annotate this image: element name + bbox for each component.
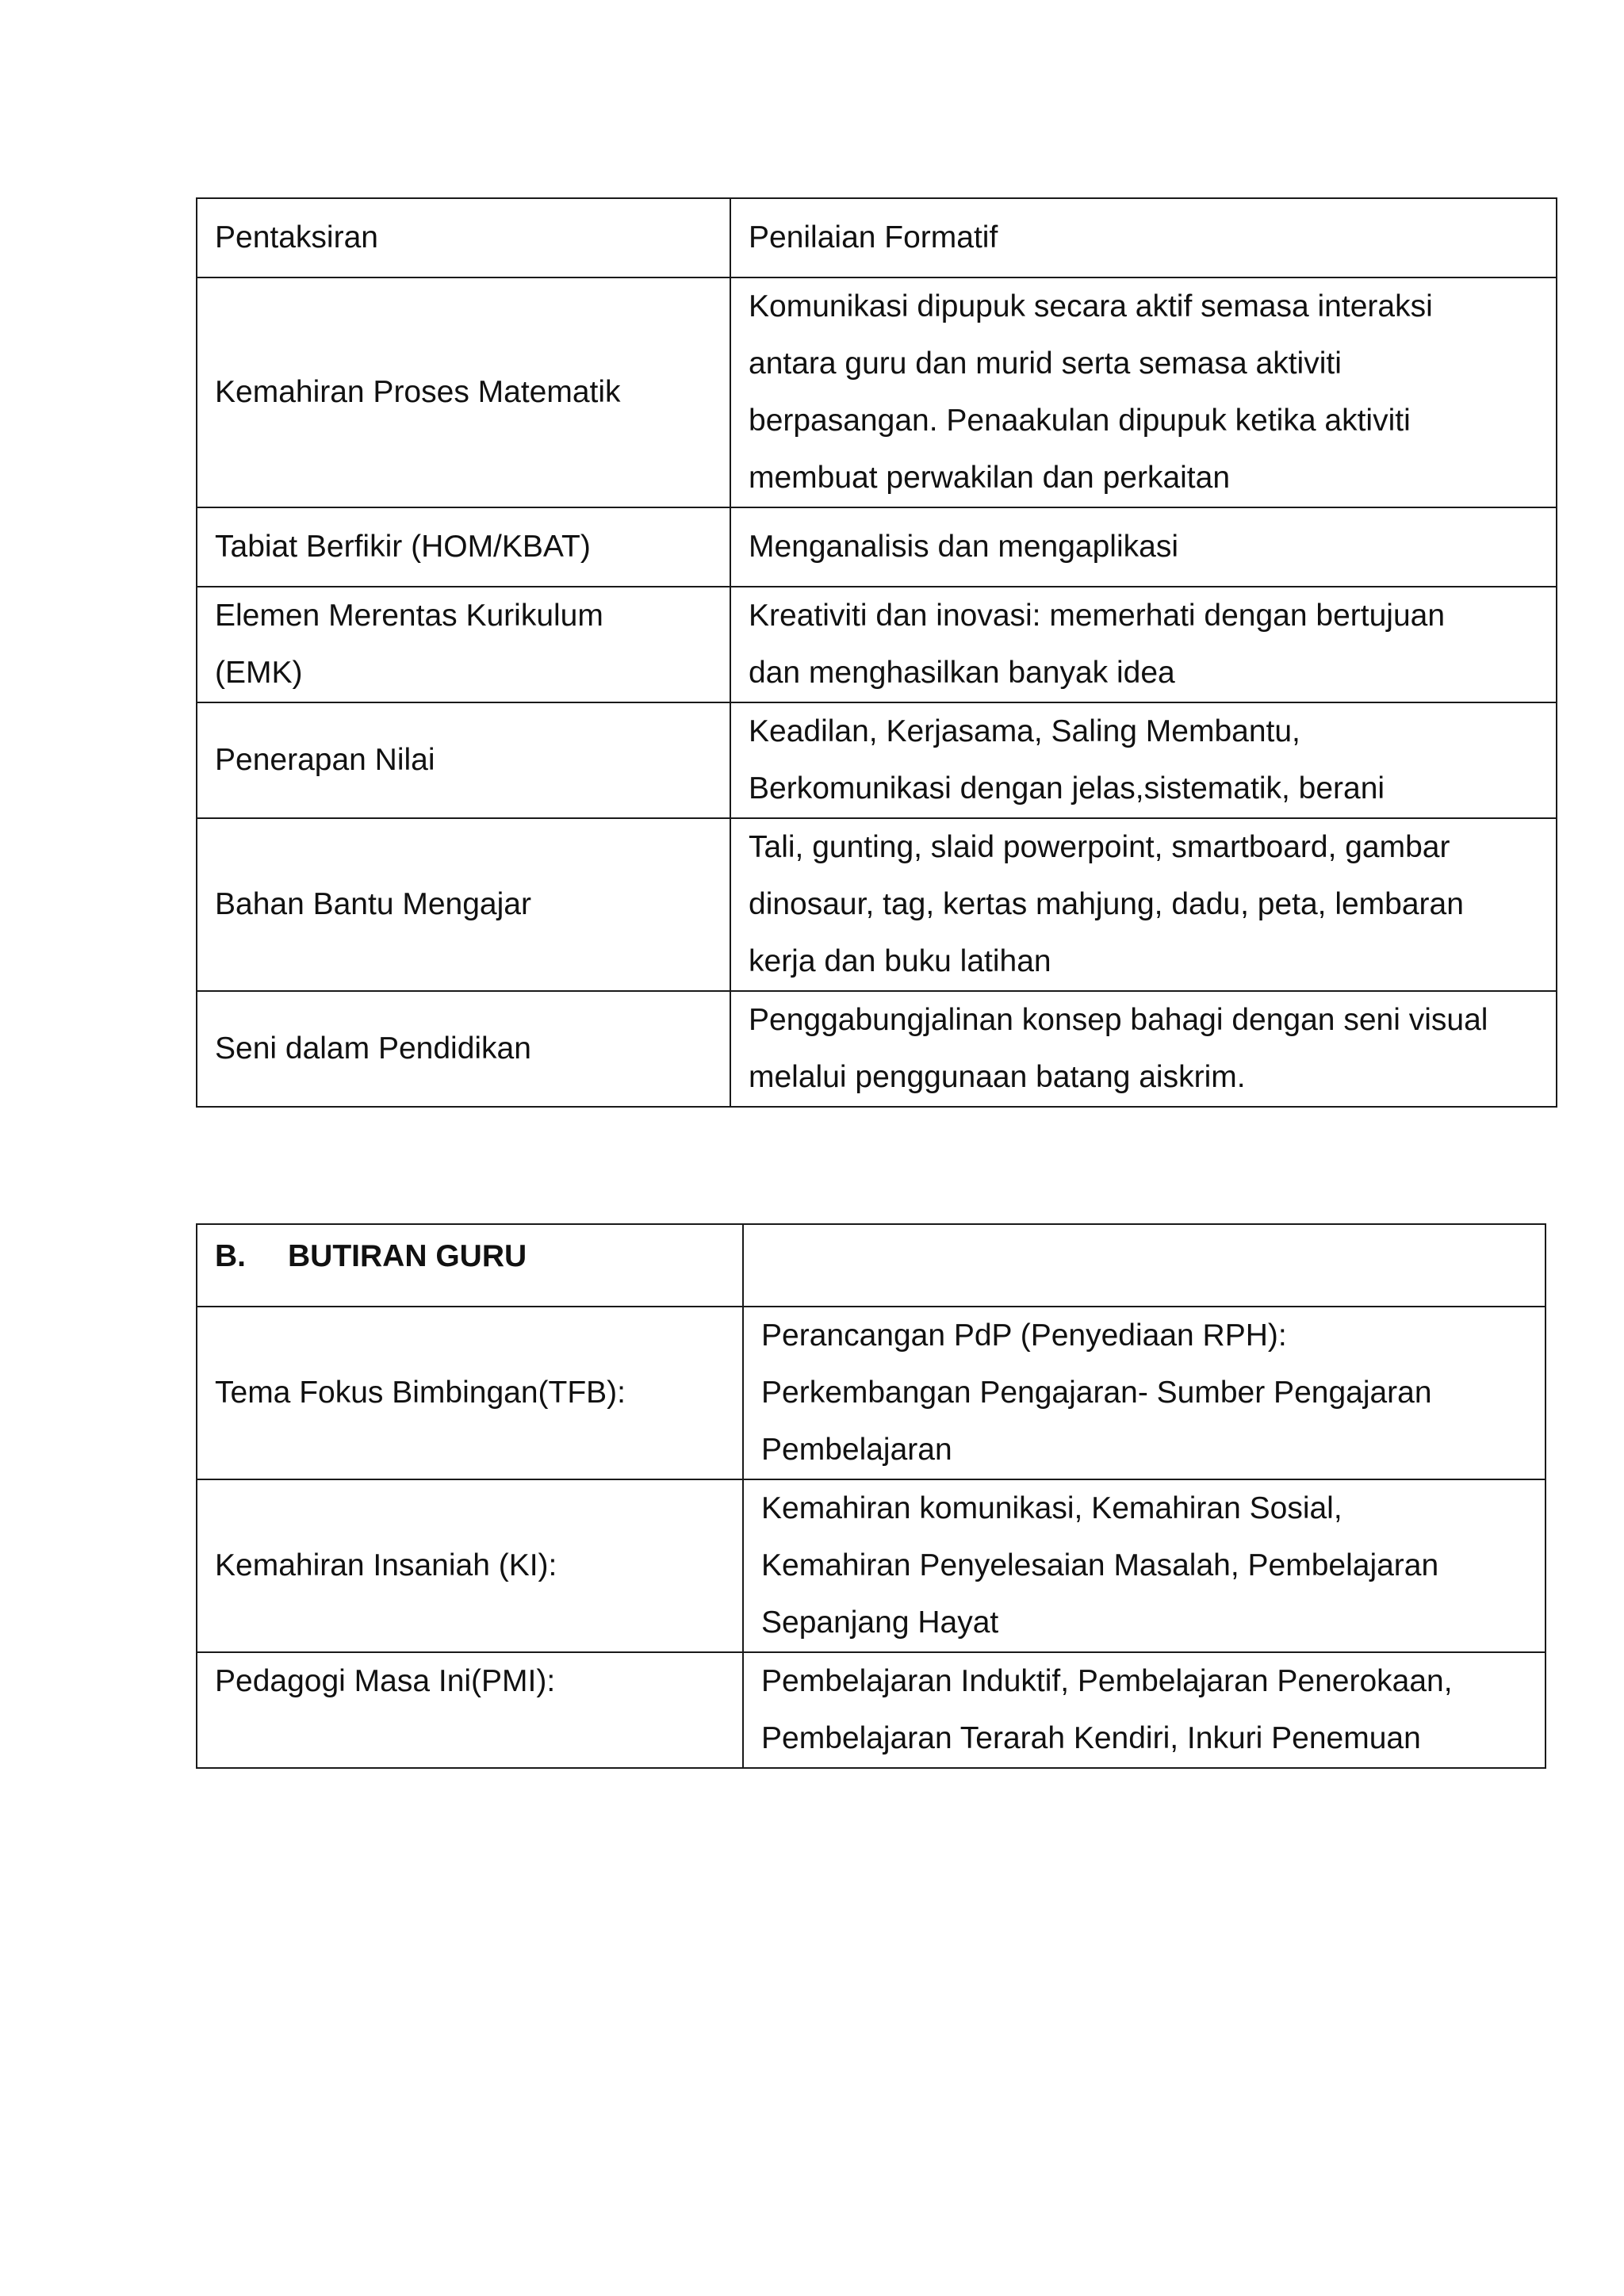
row-value xyxy=(730,507,1557,587)
row-value xyxy=(730,991,1557,1107)
row-value-line: Perkembangan Pengajaran- Sumber Pengajaran xyxy=(761,1376,1432,1410)
row-label-line: Elemen Merentas Kurikulum xyxy=(215,599,603,633)
teacher-details-table xyxy=(196,1223,1546,1769)
table-row xyxy=(197,1307,1545,1479)
row-label: Kemahiran Insaniah (KI): xyxy=(197,1479,743,1652)
row-label: Tema Fokus Bimbingan(TFB): xyxy=(197,1307,743,1479)
row-label: Tabiat Berfikir (HOM/KBAT) xyxy=(197,507,730,587)
row-value-line: Pembelajaran Terarah Kendiri, Inkuri Penemuan xyxy=(761,1721,1421,1755)
table-row xyxy=(197,991,1557,1107)
row-label: Pentaksiran xyxy=(197,198,730,277)
row-value-line: Keadilan, Kerjasama, Saling Membantu, xyxy=(749,714,1300,748)
row-label: Pedagogi Masa Ini(PMI): xyxy=(197,1652,743,1768)
row-value-line: berpasangan. Penaakulan dipupuk ketika aktiviti xyxy=(749,404,1411,438)
row-value-line: dinosaur, tag, kertas mahjung, dadu, peta, lembaran xyxy=(749,887,1464,921)
row-value xyxy=(743,1307,1545,1479)
table-row xyxy=(197,818,1557,991)
row-label xyxy=(197,587,730,702)
row-value-line: Pembelajaran Induktif, Pembelajaran Penerokaan, xyxy=(761,1664,1453,1698)
row-label: Seni dalam Pendidikan xyxy=(197,991,730,1107)
table-row xyxy=(197,587,1557,702)
row-value-line: Tali, gunting, slaid powerpoint, smartboard, gambar xyxy=(749,830,1450,864)
row-value-line: melalui penggunaan batang aiskrim. xyxy=(749,1060,1246,1094)
section-title: BUTIRAN GURU xyxy=(288,1239,527,1273)
section-heading xyxy=(197,1224,743,1307)
row-value xyxy=(730,702,1557,818)
row-value-line: kerja dan buku latihan xyxy=(749,944,1051,978)
row-value xyxy=(730,818,1557,991)
row-value-line: Sepanjang Hayat xyxy=(761,1605,999,1640)
row-value-line: Kemahiran Penyelesaian Masalah, Pembelajaran xyxy=(761,1548,1439,1582)
table-row xyxy=(197,507,1557,587)
row-value xyxy=(730,198,1557,277)
row-value-line: membuat perwakilan dan perkaitan xyxy=(749,461,1231,495)
row-value xyxy=(743,1652,1545,1768)
empty-cell xyxy=(743,1224,1545,1307)
row-label: Bahan Bantu Mengajar xyxy=(197,818,730,991)
row-value-line: Perancangan PdP (Penyediaan RPH): xyxy=(761,1318,1287,1353)
row-value-line: antara guru dan murid serta semasa aktiviti xyxy=(749,346,1342,381)
row-value xyxy=(743,1479,1545,1652)
row-value-line: Pembelajaran xyxy=(761,1433,952,1467)
table-row xyxy=(197,702,1557,818)
table-row xyxy=(197,277,1557,507)
row-value xyxy=(730,277,1557,507)
row-value-line: Penilaian Formatif xyxy=(749,220,998,254)
row-value-line: Kreativiti dan inovasi: memerhati dengan bertujuan xyxy=(749,599,1446,633)
row-value-line: Komunikasi dipupuk secara aktif semasa interaksi xyxy=(749,289,1433,323)
lesson-details-table xyxy=(196,197,1557,1108)
table-row xyxy=(197,1479,1545,1652)
row-value-line: Berkomunikasi dengan jelas,sistematik, berani xyxy=(749,771,1385,806)
section-number: B. xyxy=(215,1239,246,1273)
row-value xyxy=(730,587,1557,702)
row-label: Kemahiran Proses Matematik xyxy=(197,277,730,507)
row-value-line: Kemahiran komunikasi, Kemahiran Sosial, xyxy=(761,1491,1342,1525)
row-label: Penerapan Nilai xyxy=(197,702,730,818)
section-header-row xyxy=(197,1224,1545,1307)
row-value-line: dan menghasilkan banyak idea xyxy=(749,656,1175,690)
row-value-line: Penggabungjalinan konsep bahagi dengan seni visual xyxy=(749,1003,1488,1037)
table-row xyxy=(197,198,1557,277)
table-row xyxy=(197,1652,1545,1768)
row-value-line: Menganalisis dan mengaplikasi xyxy=(749,530,1178,564)
row-label-line: (EMK) xyxy=(215,656,303,690)
